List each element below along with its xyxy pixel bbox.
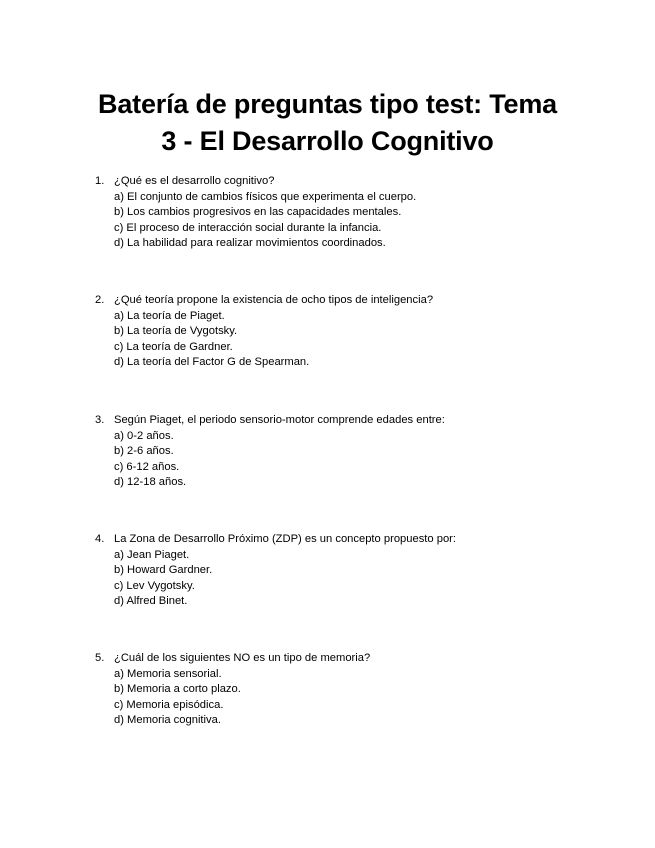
- answer-option-a: a) El conjunto de cambios físicos que experimenta el cuerpo.: [114, 190, 417, 203]
- answer-option-d: d) La habilidad para realizar movimientos coordinados.: [114, 237, 386, 250]
- question-3: [95, 413, 615, 491]
- answer-option-c: c) El proceso de interacción social durante la infancia.: [114, 221, 382, 234]
- question-4: [95, 532, 615, 610]
- answer-option-c: c) 6-12 años.: [114, 460, 180, 473]
- question-text: La Zona de Desarrollo Próximo (ZDP) es un concepto propuesto por:: [114, 533, 457, 545]
- question-number: 2.: [95, 294, 105, 306]
- title-line-2: 3 - El Desarrollo Cognitivo: [161, 126, 494, 156]
- question-2: [95, 293, 615, 371]
- answer-option-a: a) 0-2 años.: [114, 429, 174, 442]
- answer-option-d: d) La teoría del Factor G de Spearman.: [114, 356, 310, 369]
- question-number: 1.: [95, 175, 105, 187]
- question-text: ¿Cuál de los siguientes NO es un tipo de memoria?: [114, 652, 371, 664]
- answer-option-a: a) Jean Piaget.: [114, 548, 190, 561]
- answer-option-b: b) Howard Gardner.: [114, 564, 213, 577]
- answer-option-a: a) Memoria sensorial.: [114, 667, 222, 680]
- answer-option-d: d) 12-18 años.: [114, 476, 187, 489]
- answer-option-b: b) 2-6 años.: [114, 445, 174, 458]
- question-number: 4.: [95, 533, 105, 545]
- question-text: ¿Qué es el desarrollo cognitivo?: [114, 175, 275, 187]
- answer-option-d: d) Alfred Binet.: [114, 595, 188, 608]
- answer-option-c: c) Lev Vygotsky.: [114, 579, 195, 592]
- title-line-1: Batería de preguntas tipo test: Tema: [98, 89, 557, 119]
- question-1: [95, 174, 615, 252]
- answer-option-a: a) La teoría de Piaget.: [114, 309, 225, 322]
- answer-option-b: b) Los cambios progresivos en las capacidades mentales.: [114, 206, 402, 219]
- question-number: 3.: [95, 414, 105, 426]
- question-text: ¿Qué teoría propone la existencia de ocho tipos de inteligencia?: [114, 294, 434, 306]
- answer-option-c: c) La teoría de Gardner.: [114, 340, 233, 353]
- question-text: Según Piaget, el periodo sensorio-motor comprende edades entre:: [114, 414, 445, 426]
- answer-option-b: b) Memoria a corto plazo.: [114, 683, 241, 696]
- question-number: 5.: [95, 652, 105, 664]
- document-title: [40, 86, 615, 160]
- answer-option-b: b) La teoría de Vygotsky.: [114, 325, 238, 338]
- answer-option-c: c) Memoria episódica.: [114, 698, 224, 711]
- question-5: [95, 651, 615, 729]
- answer-option-d: d) Memoria cognitiva.: [114, 714, 221, 727]
